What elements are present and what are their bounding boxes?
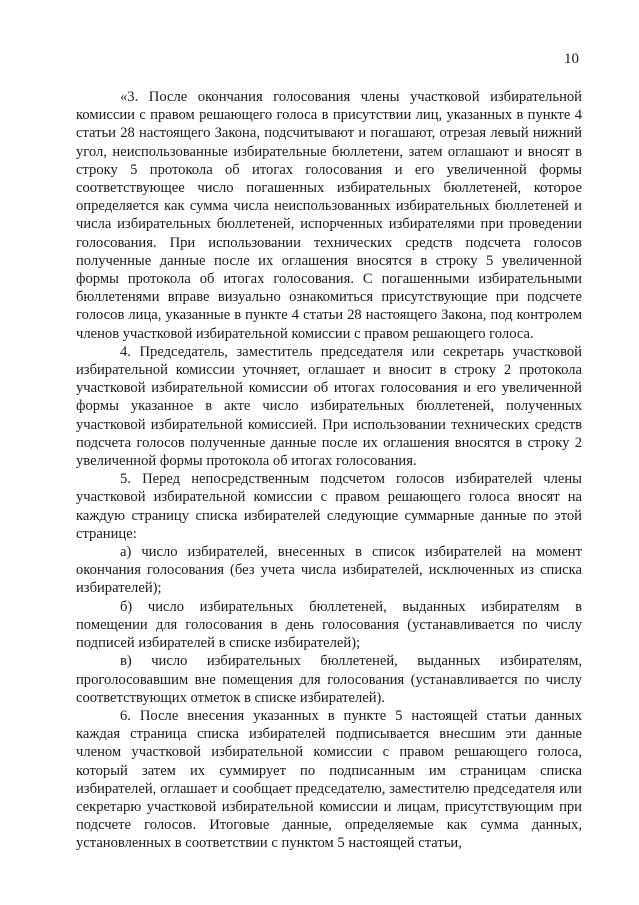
- document-body: [76, 88, 582, 853]
- subparagraph-b: б) число избирательных бюллетеней, выданных избирателям в помещении для голосования в день голосования (устанавливается по числу подписей избирателей в списке избирателей);: [76, 598, 582, 652]
- paragraph-point-6: 6. После внесения указанных в пункте 5 настоящей статьи данных каждая страница списка избирателей подписывается внесшим эти данные членом участковой избирательной комиссии с правом решающего голоса, который затем их суммирует по подписанным им страницам списка избирателей, оглашает и сообщает председателю, заместителю председателя или секретарю участковой избирательной комиссии и лицам, присутствующим при подсчете голосов. Итоговые данные, определяемые как сумма данных, установленных в соответствии с пунктом 5 настоящей статьи,: [76, 707, 582, 852]
- paragraph-point-3: «3. После окончания голосования члены участковой избирательной комиссии с правом решающего голоса в присутствии лиц, указанных в пункте 4 статьи 28 настоящего Закона, подсчитывают и погашают, отрезая левый нижний угол, неиспользованные избирательные бюллетени, затем оглашают и вносят в строку 5 протокола об итогах голосования и его увеличенной формы соответствующее число погашенных избирательных бюллетеней, которое определяется как сумма числа неиспользованных избирательных бюллетеней и числа избирательных бюллетеней, испорченных избирателями при проведении голосования. При использовании технических средств подсчета голосов полученные данные после их оглашения вносятся в строку 5 увеличенной формы протокола об итогах голосования. С погашенными избирательными бюллетенями вправе визуально ознакомиться присутствующие при подсчете голосов лица, указанные в пункте 4 статьи 28 настоящего Закона, под контролем членов участковой избирательной комиссии с правом решающего голоса.: [76, 89, 582, 342]
- paragraph-point-4: 4. Председатель, заместитель председателя или секретарь участковой избирательной комиссии уточняет, оглашает и вносит в строку 2 протокола участковой избирательной комиссии об итогах голосования и его увеличенной формы указанное в акте число избирательных бюллетеней, полученных участковой избирательной комиссией. При использовании технических средств подсчета голосов полученные данные после их оглашения вносятся в строку 2 увеличенной формы протокола об итогах голосования.: [76, 343, 582, 470]
- subparagraph-a: а) число избирателей, внесенных в список избирателей на момент окончания голосования (без учета числа избирателей, исключенных из списка избирателей);: [76, 544, 582, 597]
- subparagraph-v: в) число избирательных бюллетеней, выданных избирателям, проголосовавшим вне помещения для голосования (устанавливается по числу соответствующих отметок в списке избирателей).: [76, 653, 582, 706]
- page-number: 10: [564, 51, 579, 67]
- paragraph-point-5: 5. Перед непосредственным подсчетом голосов избирателей члены участковой избирательной комиссии с правом решающего голоса вносят на каждую страницу списка избирателей следующие суммарные данные по этой странице:: [76, 471, 582, 542]
